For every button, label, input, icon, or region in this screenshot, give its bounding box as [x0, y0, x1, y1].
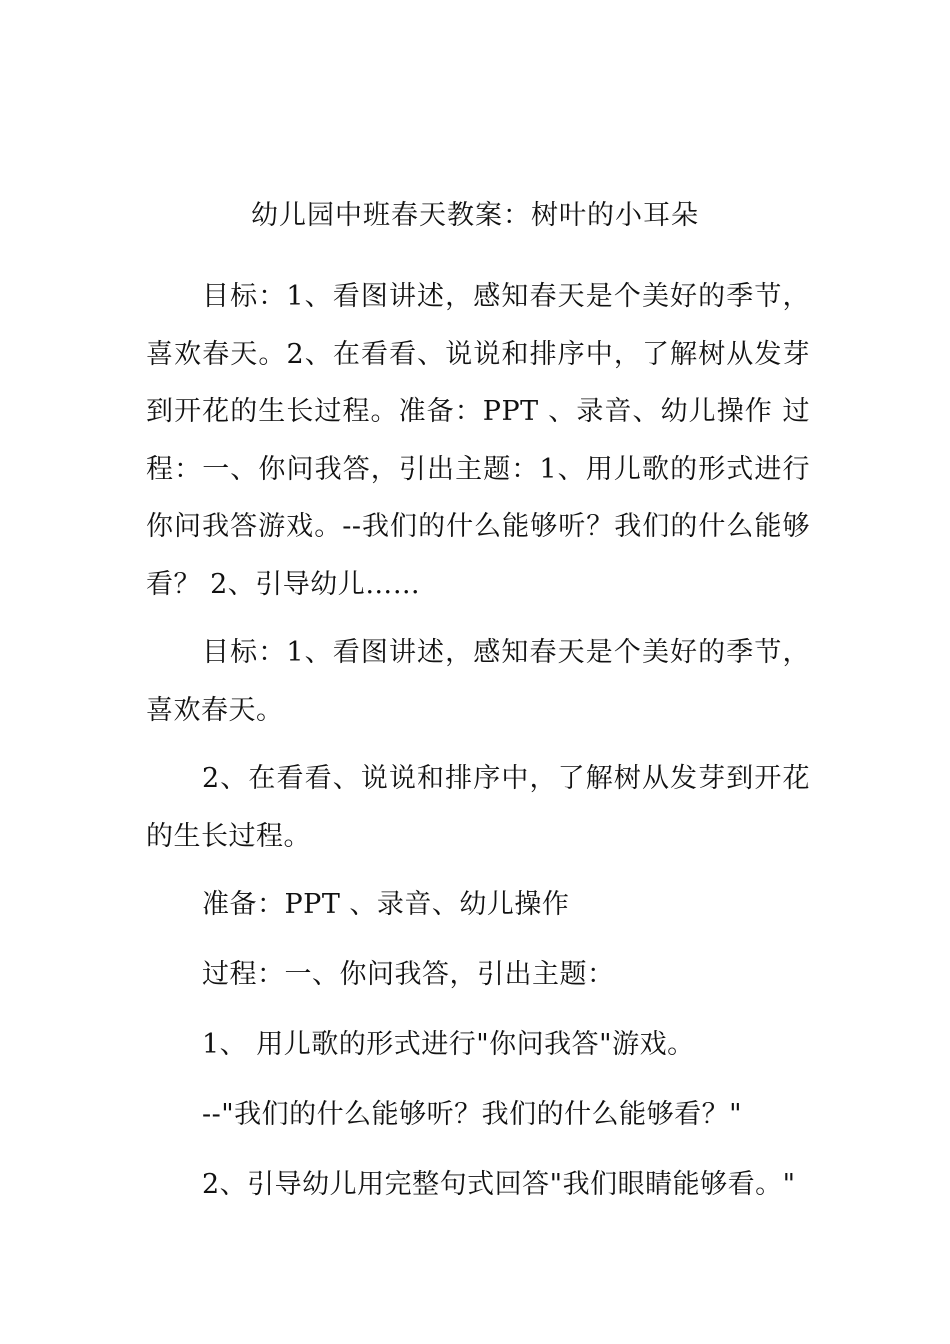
- goal-paragraph-2: 2、在看看、说说和排序中，了解树从发芽到开花的生长过程。: [146, 763, 810, 852]
- summary-paragraph: 目标：1、看图讲述，感知春天是个美好的季节，喜欢春天。2、在看看、说说和排序中，了解树从发芽到开花的生长过程。准备：PPT 、录音、幼儿操作 过程：一、你问我答，引出主题：1、用儿歌的形式进行你问我答游戏。--我们的什么能够听？我们的什么能够看？ 2、引导幼儿……: [146, 281, 810, 600]
- document-title: 幼儿园中班春天教案：树叶的小耳朵: [251, 200, 699, 231]
- process-step-1-paragraph: 1、 用儿歌的形式进行"你问我答"游戏。: [202, 1029, 695, 1060]
- question-paragraph: --"我们的什么能够听？我们的什么能够看？": [202, 1099, 743, 1130]
- preparation-paragraph: 准备：PPT 、录音、幼儿操作: [202, 889, 570, 920]
- document-body: [146, 268, 810, 1226]
- process-step-2-paragraph: 2、引导幼儿用完整句式回答"我们眼睛能够看。": [202, 1169, 796, 1200]
- process-heading-paragraph: 过程：一、你问我答，引出主题：: [202, 959, 615, 990]
- goal-paragraph-1: 目标：1、看图讲述，感知春天是个美好的季节，喜欢春天。: [146, 637, 810, 726]
